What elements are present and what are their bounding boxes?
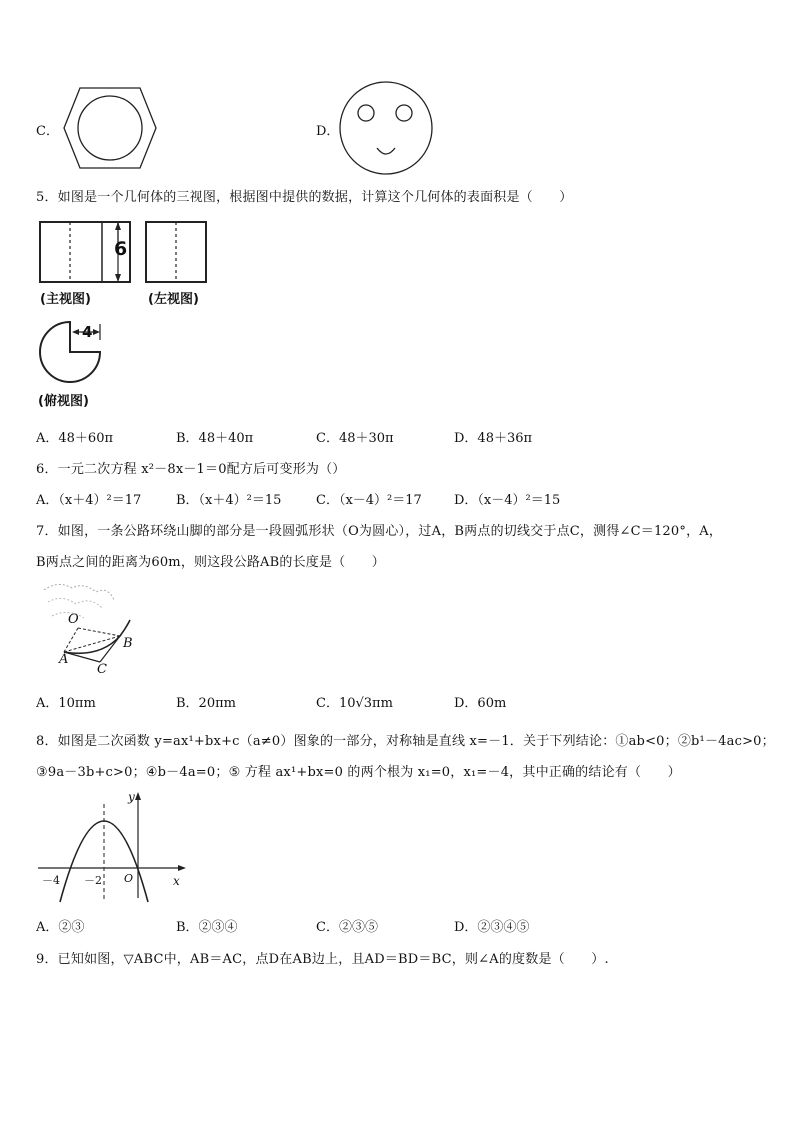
q5-dim-width: 4 <box>82 323 93 341</box>
q8-question-line2: ③9a－3b+c>0；④b－4a=0；⑤ 方程 ax¹+bx=0 的两个根为 x₁=0，x₁=－4，其中正确的结论有（ ） <box>36 765 681 780</box>
q8-origin-label: O <box>124 872 134 885</box>
q5-label-left-view: (左视图) <box>148 292 199 307</box>
q8-option-a: A．②③ <box>36 920 85 935</box>
q6-option-d: D．（x－4）²＝15 <box>454 493 561 508</box>
q5-question-text: 5．如图是一个几何体的三视图，根据图中提供的数据，计算这个几何体的表面积是（ ） <box>36 190 573 205</box>
face-figure <box>336 80 436 176</box>
q7-option-c: C．10√3πm <box>316 696 393 711</box>
q8-axis-x-label: x <box>173 874 180 888</box>
q4-option-c-label: C． <box>36 124 59 139</box>
q7-point-o: O <box>68 612 79 627</box>
q4-option-d-label: D． <box>316 124 340 139</box>
q5-option-a: A．48＋60π <box>36 431 114 446</box>
q5-label-top-view: (俯视图) <box>38 394 89 409</box>
q6-option-a: A．（x＋4）²＝17 <box>36 493 142 508</box>
q5-option-c: C．48＋30π <box>316 431 394 446</box>
q7-road-arc-figure <box>38 578 148 676</box>
q5-option-b: B．48＋40π <box>176 431 254 446</box>
q5-dim-height: 6 <box>114 238 128 260</box>
q7-point-a: A <box>59 652 69 667</box>
q7-point-c: C <box>97 662 107 677</box>
q7-question-line1: 7．如图，一条公路环绕山脚的部分是一段圆弧形状（O为圆心），过A，B两点的切线交于点C，测得∠C＝120°，A， <box>36 524 723 539</box>
q8-tick-minus4: －4 <box>42 874 60 887</box>
q5-option-d: D．48＋36π <box>454 431 533 446</box>
hexagon-figure <box>60 86 160 170</box>
q7-option-d: D．60m <box>454 696 507 711</box>
q6-option-c: C．（x－4）²＝17 <box>316 493 422 508</box>
q8-axis-y-label: y <box>128 790 135 804</box>
three-view-top <box>38 318 118 390</box>
q8-parabola-graph <box>36 790 196 904</box>
q5-label-front-view: (主视图) <box>40 292 91 307</box>
q8-option-d: D．②③④⑤ <box>454 920 530 935</box>
q7-option-b: B．20πm <box>176 696 236 711</box>
q8-tick-minus2: －2 <box>84 874 102 887</box>
q8-question-line1: 8．如图是二次函数 y=ax¹+bx+c（a≠0）图象的一部分，对称轴是直线 x=－1．关于下列结论：①ab<0；②b¹－4ac>0； <box>36 734 775 749</box>
q6-question-text: 6．一元二次方程 x²－8x－1＝0配方后可变形为（） <box>36 462 346 477</box>
q8-option-b: B．②③④ <box>176 920 238 935</box>
q7-option-a: A．10πm <box>36 696 96 711</box>
q6-option-b: B．（x＋4）²＝15 <box>176 493 282 508</box>
q8-option-c: C．②③⑤ <box>316 920 378 935</box>
q7-question-line2: B两点之间的距离为60m，则这段公路AB的长度是（ ） <box>36 555 385 570</box>
q9-question-text: 9．已知如图，▽ABC中，AB＝AC，点D在AB边上，且AD＝BD＝BC，则∠A的度数是（ ）. <box>36 952 609 967</box>
q7-point-b: B <box>123 636 133 651</box>
